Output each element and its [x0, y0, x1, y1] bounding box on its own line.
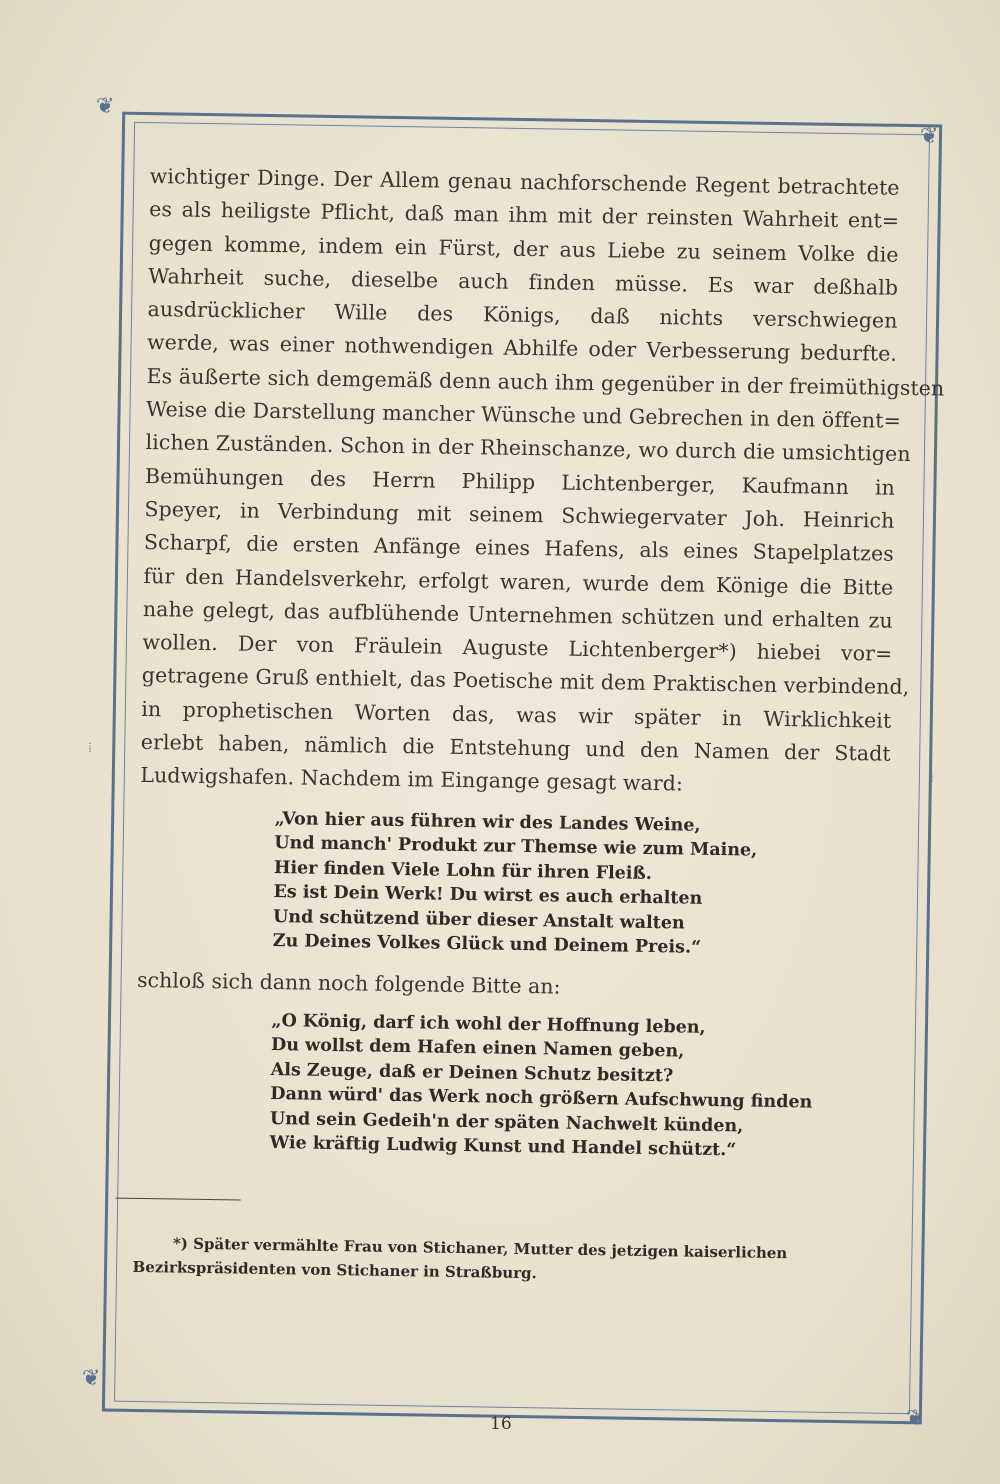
- text-line: werde, was einer nothwendigen Abhilfe oder Verbesserung bedurfte.: [146, 330, 898, 367]
- verse-line: „Von hier aus führen wir des Landes Weine,: [274, 808, 701, 836]
- verse-line: Wie kräftig Ludwig Kunst und Handel schützt.“: [269, 1133, 737, 1161]
- text-line: lichen Zuständen. Schon in der Rheinschanze, wo durch die umsichtigen: [145, 430, 911, 467]
- page-content: [132, 160, 945, 1290]
- verse-line: Es ist Dein Werk! Du wirst es auch erhalten: [273, 882, 703, 909]
- verse-line: Und manch' Produkt zur Themse wie zum Maine,: [274, 833, 758, 861]
- text-line: in prophetischen Worten das, was wir später in Wirklichkeit: [141, 696, 892, 733]
- footnote-line: Bezirkspräsidenten von Stichaner in Straßburg.: [132, 1257, 537, 1282]
- text-line: Speyer, in Verbindung mit seinem Schwiegervater Joh. Heinrich: [144, 496, 895, 533]
- footnote-line: *) Später vermählte Frau von Stichaner, Mutter des jetzigen kaiserlichen: [172, 1234, 788, 1262]
- verse-line: Du wollst dem Hafen einen Namen geben,: [270, 1035, 685, 1062]
- text-line: wichtiger Dinge. Der Allem genau nachforschende Regent betrachtete: [149, 163, 900, 200]
- verse-block-petition: [269, 1009, 813, 1163]
- text-line: erlebt haben, nämlich die Entstehung und den Namen der Stadt: [140, 729, 891, 766]
- text-line: Bemühungen des Herrn Philipp Lichtenberger, Kaufmann in: [144, 463, 896, 500]
- verse-line: Hier finden Viele Lohn für ihren Fleiß.: [273, 857, 653, 884]
- text-line: Weise die Darstellung mancher Wünsche und Gebrechen in den öffent=: [145, 397, 902, 433]
- text-line: Scharpf, die ersten Anfänge eines Hafens, als eines Stapelplatzes: [143, 530, 895, 566]
- corner-ornament-icon: ❦: [920, 124, 939, 149]
- verse-block-greeting: [272, 807, 758, 961]
- text-line: wollen. Der von Fräulein Auguste Lichtenberger*) hiebei vor=: [142, 630, 893, 666]
- text-line: ausdrücklicher Wille des Königs, daß nichts verschwiegen: [147, 297, 898, 333]
- verse-line: Und sein Gedeih'n der späten Nachwelt künden,: [269, 1108, 744, 1137]
- page-number: 16: [490, 1414, 512, 1434]
- text-line: gegen komme, indem ein Fürst, der aus Liebe zu seinem Volke die: [148, 230, 899, 267]
- text-line: getragene Gruß enthielt, das Poetische mit dem Praktischen verbindend,: [141, 663, 910, 700]
- verse-line: „O König, darf ich wohl der Hoffnung leben,: [271, 1010, 706, 1038]
- text-line: nahe gelegt, das aufblühende Unternehmen schützen und erhalten zu: [142, 596, 894, 633]
- text-line: Ludwigshafen. Nachdem im Eingange gesagt ward:: [140, 763, 684, 796]
- verse-line: Dann würd' das Werk noch größern Aufschwung finden: [270, 1084, 813, 1113]
- connector-line: schloß sich dann noch folgende Bitte an:: [136, 967, 561, 999]
- side-ornament-icon: ⁞: [930, 770, 934, 786]
- verse-line: Als Zeuge, daß er Deinen Schutz besitzt?: [270, 1059, 674, 1086]
- corner-ornament-icon: ❦: [96, 94, 115, 119]
- text-line: für den Handelsverkehr, erfolgt waren, wurde dem Könige die Bitte: [143, 563, 894, 600]
- corner-ornament-icon: ❦: [82, 1366, 101, 1391]
- corner-ornament-icon: ❦: [906, 1406, 925, 1431]
- verse-line: Zu Deines Volkes Glück und Deinem Preis.“: [272, 931, 702, 958]
- verse-line: Und schützend über dieser Anstalt walten: [272, 906, 685, 934]
- text-line: es als heiligste Pflicht, daß man ihm mit der reinsten Wahrheit ent=: [149, 197, 900, 234]
- text-line: Wahrheit suche, dieselbe auch finden müsse. Es war deßhalb: [147, 263, 899, 300]
- body-text: [140, 160, 945, 804]
- side-ornament-icon: ⁞: [88, 740, 92, 756]
- text-line: Es äußerte sich demgemäß denn auch ihm gegenüber in der freimüthigsten: [146, 363, 945, 401]
- footnote-divider: [116, 1197, 241, 1200]
